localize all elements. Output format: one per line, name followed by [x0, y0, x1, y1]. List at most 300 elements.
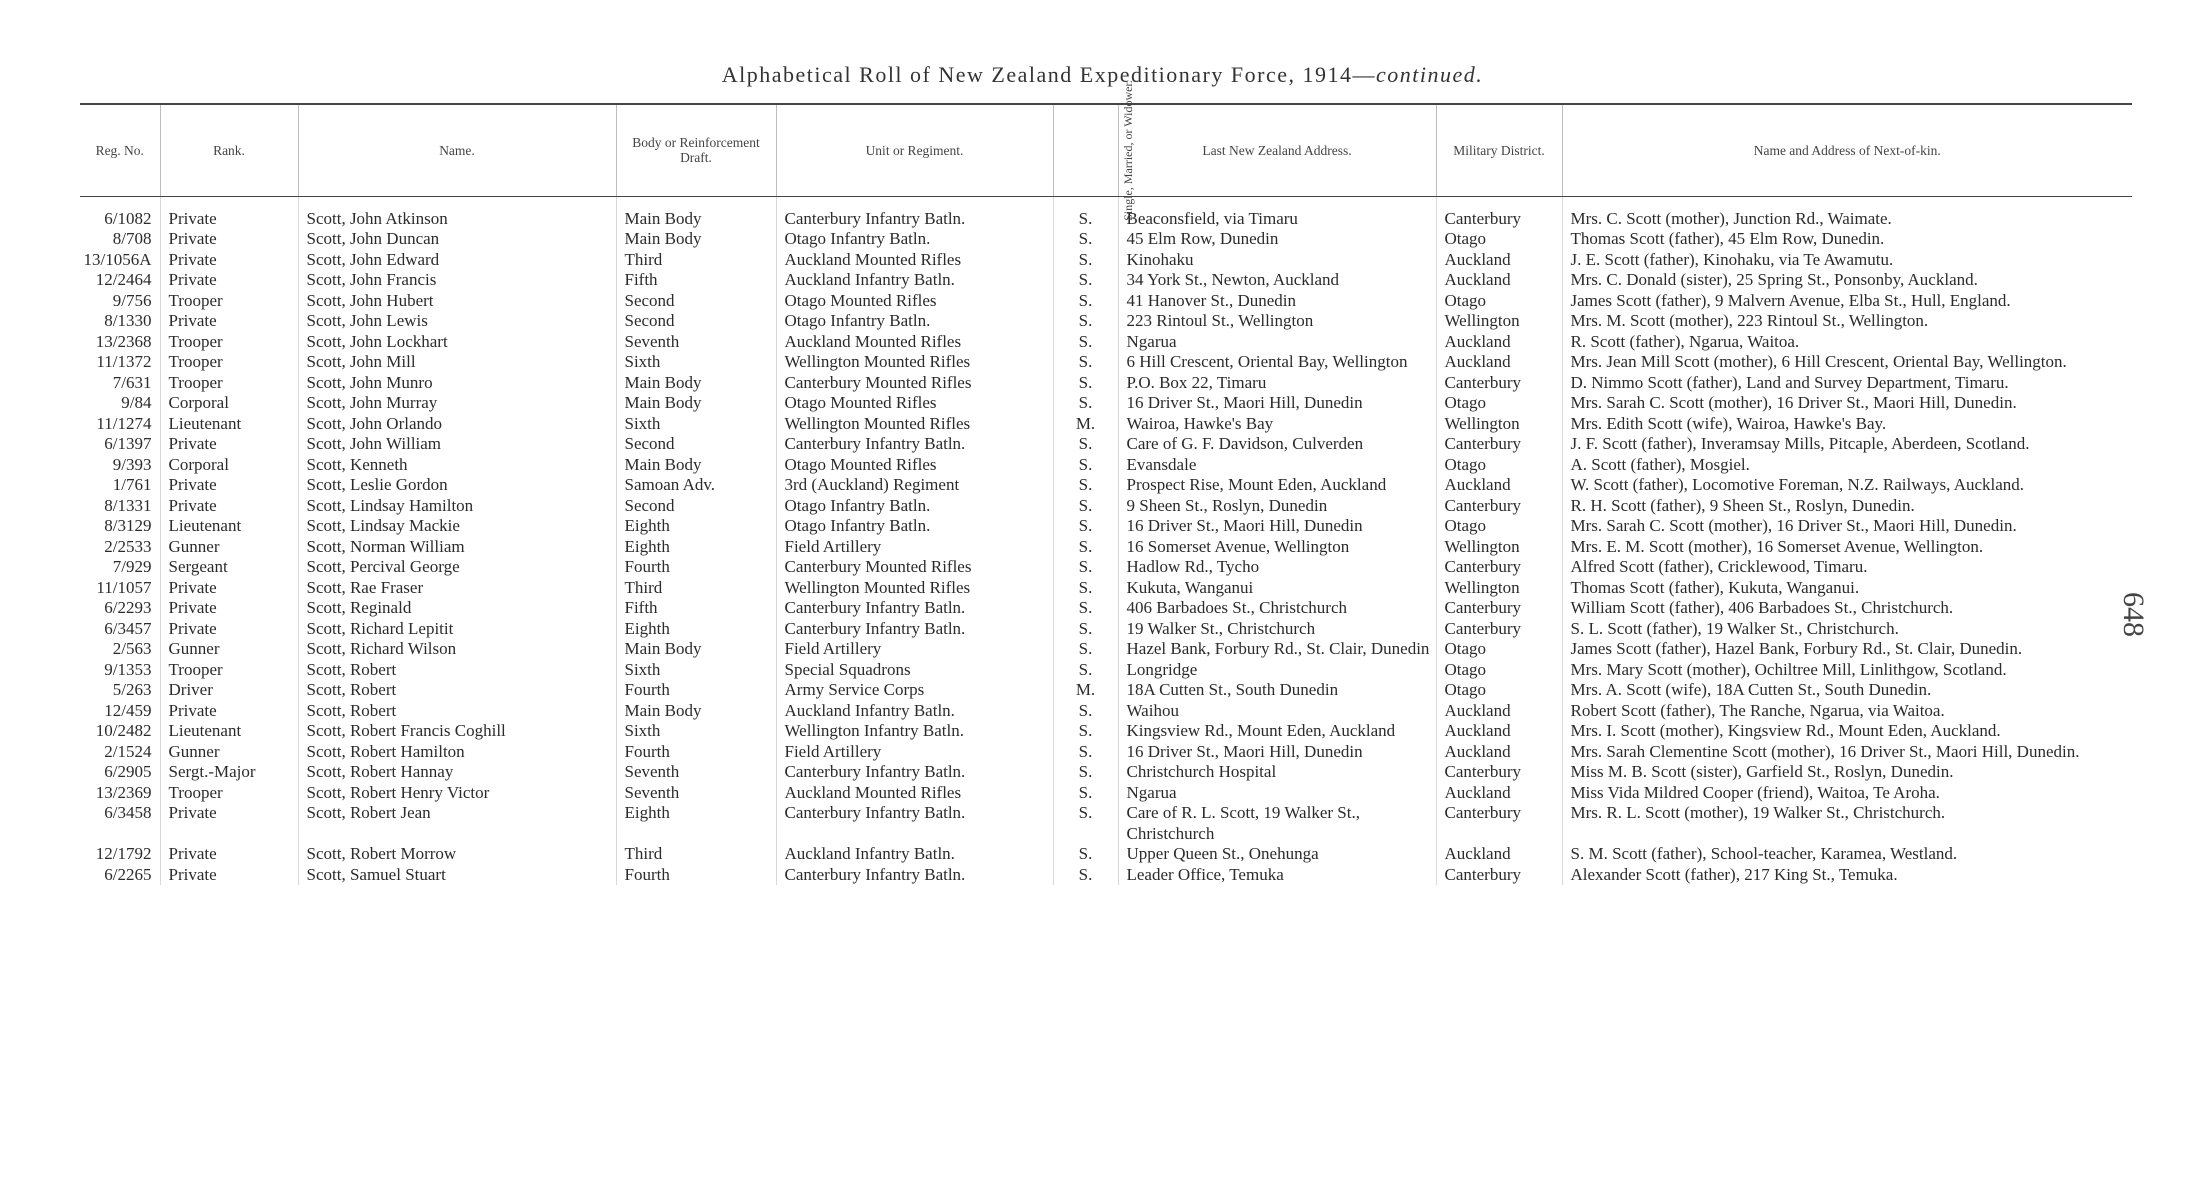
cell-reg-no: 6/2293: [80, 598, 160, 619]
header-unit: Unit or Regiment.: [776, 104, 1053, 196]
cell-address: 406 Barbadoes St., Christchurch: [1118, 598, 1436, 619]
cell-next-of-kin: James Scott (father), Hazel Bank, Forbury Rd., St. Clair, Dunedin.: [1570, 639, 2023, 658]
cell-name: Scott, John Orlando: [298, 414, 616, 435]
cell-reg-no: 5/263: [80, 680, 160, 701]
cell-name: Scott, John Munro: [298, 373, 616, 394]
table-row: [80, 783, 2132, 804]
cell-rank: Private: [160, 619, 298, 640]
cell-rank: Trooper: [160, 352, 298, 373]
table-row: [80, 742, 2132, 763]
cell-rank: Sergt.-Major: [160, 762, 298, 783]
cell-draft: Main Body: [616, 373, 776, 394]
cell-unit: Canterbury Infantry Batln.: [776, 803, 1053, 844]
cell-name: Scott, Rae Fraser: [298, 578, 616, 599]
header-kin: Name and Address of Next-of-kin.: [1562, 104, 2132, 196]
table-row: [80, 639, 2132, 660]
cell-district: Canterbury: [1436, 762, 1562, 783]
table-row: [80, 619, 2132, 640]
cell-district: Canterbury: [1436, 557, 1562, 578]
cell-status: S.: [1053, 844, 1118, 865]
cell-name: Scott, John Lewis: [298, 311, 616, 332]
cell-status: S.: [1053, 619, 1118, 640]
cell-unit: Wellington Mounted Rifles: [776, 414, 1053, 435]
cell-unit: Canterbury Infantry Batln.: [776, 196, 1053, 229]
cell-draft: Main Body: [616, 393, 776, 414]
cell-name: Scott, John Edward: [298, 250, 616, 271]
cell-district: Canterbury: [1436, 598, 1562, 619]
cell-status: S.: [1053, 250, 1118, 271]
cell-rank: Private: [160, 578, 298, 599]
cell-district: Auckland: [1436, 742, 1562, 763]
cell-rank: Private: [160, 844, 298, 865]
cell-name: Scott, Robert Hamilton: [298, 742, 616, 763]
cell-next-of-kin: Mrs. Mary Scott (mother), Ochiltree Mill, Linlithgow, Scotland.: [1570, 659, 2007, 679]
table-row: [80, 229, 2132, 250]
cell-district: Canterbury: [1436, 434, 1562, 455]
table-row: [80, 311, 2132, 332]
cell-unit: Otago Infantry Batln.: [776, 229, 1053, 250]
cell-next-of-kin: Mrs. M. Scott (mother), 223 Rintoul St., Wellington.: [1570, 311, 1929, 330]
cell-status: M.: [1053, 414, 1118, 435]
cell-district: Wellington: [1436, 578, 1562, 599]
cell-status: S.: [1053, 578, 1118, 599]
cell-district: Auckland: [1436, 250, 1562, 271]
cell-reg-no: 13/1056A: [80, 250, 160, 271]
cell-reg-no: 6/3457: [80, 619, 160, 640]
cell-name: Scott, Percival George: [298, 557, 616, 578]
cell-draft: Seventh: [616, 783, 776, 804]
cell-district: Otago: [1436, 660, 1562, 681]
cell-address: Leader Office, Temuka: [1118, 865, 1436, 886]
cell-next-of-kin: J. F. Scott (father), Inveramsay Mills, Pitcaple, Aberdeen, Scotland.: [1570, 434, 2030, 453]
cell-unit: Wellington Mounted Rifles: [776, 352, 1053, 373]
cell-district: Otago: [1436, 680, 1562, 701]
table-row: [80, 393, 2132, 414]
cell-district: Wellington: [1436, 311, 1562, 332]
table-body: [80, 196, 2132, 885]
cell-unit: Auckland Mounted Rifles: [776, 783, 1053, 804]
cell-reg-no: 8/1330: [80, 311, 160, 332]
cell-status: S.: [1053, 196, 1118, 229]
cell-address: 34 York St., Newton, Auckland: [1118, 270, 1436, 291]
cell-reg-no: 12/1792: [80, 844, 160, 865]
cell-unit: Otago Infantry Batln.: [776, 516, 1053, 537]
cell-unit: Otago Infantry Batln.: [776, 311, 1053, 332]
table-row: [80, 414, 2132, 435]
cell-unit: Canterbury Infantry Batln.: [776, 598, 1053, 619]
cell-rank: Private: [160, 803, 298, 844]
cell-reg-no: 13/2368: [80, 332, 160, 353]
cell-next-of-kin: R. H. Scott (father), 9 Sheen St., Roslyn, Dunedin.: [1570, 495, 1915, 515]
cell-unit: Field Artillery: [776, 742, 1053, 763]
cell-name: Scott, John Mill: [298, 352, 616, 373]
cell-name: Scott, John Atkinson: [298, 196, 616, 229]
cell-unit: 3rd (Auckland) Regiment: [776, 475, 1053, 496]
table-row: [80, 701, 2132, 722]
cell-name: Scott, Richard Lepitit: [298, 619, 616, 640]
cell-unit: Canterbury Mounted Rifles: [776, 557, 1053, 578]
cell-district: Wellington: [1436, 537, 1562, 558]
cell-unit: Wellington Mounted Rifles: [776, 578, 1053, 599]
cell-unit: Wellington Infantry Batln.: [776, 721, 1053, 742]
cell-unit: Special Squadrons: [776, 660, 1053, 681]
cell-district: Otago: [1436, 455, 1562, 476]
cell-district: Auckland: [1436, 352, 1562, 373]
cell-address: Evansdale: [1118, 455, 1436, 476]
cell-rank: Private: [160, 865, 298, 886]
header-status-label: Single, Married, or Widower.: [1120, 80, 1135, 222]
page-title: [0, 62, 2205, 88]
cell-next-of-kin: Alfred Scott (father), Cricklewood, Timaru.: [1570, 557, 1868, 576]
cell-address: 9 Sheen St., Roslyn, Dunedin: [1118, 496, 1436, 517]
cell-reg-no: 9/756: [80, 291, 160, 312]
cell-draft: Sixth: [616, 414, 776, 435]
cell-status: S.: [1053, 311, 1118, 332]
cell-address: Kukuta, Wanganui: [1118, 578, 1436, 599]
cell-draft: Main Body: [616, 701, 776, 722]
cell-next-of-kin: Mrs. Edith Scott (wife), Wairoa, Hawke's Bay.: [1570, 413, 1887, 433]
cell-rank: Trooper: [160, 373, 298, 394]
cell-reg-no: 2/1524: [80, 742, 160, 763]
table-row: [80, 352, 2132, 373]
cell-status: S.: [1053, 865, 1118, 886]
cell-address: 16 Driver St., Maori Hill, Dunedin: [1118, 742, 1436, 763]
cell-status: S.: [1053, 455, 1118, 476]
cell-status: M.: [1053, 680, 1118, 701]
cell-unit: Otago Infantry Batln.: [776, 496, 1053, 517]
cell-district: Canterbury: [1436, 496, 1562, 517]
cell-rank: Private: [160, 196, 298, 229]
cell-name: Scott, John Hubert: [298, 291, 616, 312]
cell-address: Longridge: [1118, 660, 1436, 681]
cell-address: 18A Cutten St., South Dunedin: [1118, 680, 1436, 701]
cell-draft: Fourth: [616, 680, 776, 701]
cell-rank: Driver: [160, 680, 298, 701]
cell-draft: Third: [616, 844, 776, 865]
table-row: [80, 496, 2132, 517]
cell-draft: Fourth: [616, 742, 776, 763]
cell-draft: Second: [616, 311, 776, 332]
cell-address: Upper Queen St., Onehunga: [1118, 844, 1436, 865]
cell-reg-no: 11/1372: [80, 352, 160, 373]
header-name: Name.: [298, 104, 616, 196]
cell-district: Canterbury: [1436, 196, 1562, 229]
cell-rank: Trooper: [160, 332, 298, 353]
cell-status: S.: [1053, 496, 1118, 517]
cell-district: Wellington: [1436, 414, 1562, 435]
header-reg-no: Reg. No.: [80, 104, 160, 196]
cell-address: Hazel Bank, Forbury Rd., St. Clair, Dunedin: [1118, 639, 1436, 660]
table-row: [80, 196, 2132, 229]
cell-name: Scott, John Murray: [298, 393, 616, 414]
cell-rank: Private: [160, 496, 298, 517]
cell-reg-no: 6/2265: [80, 865, 160, 886]
cell-next-of-kin: Mrs. R. L. Scott (mother), 19 Walker St., Christchurch.: [1570, 803, 1946, 822]
cell-address: Prospect Rise, Mount Eden, Auckland: [1118, 475, 1436, 496]
cell-address: 19 Walker St., Christchurch: [1118, 619, 1436, 640]
cell-district: Auckland: [1436, 721, 1562, 742]
cell-name: Scott, Norman William: [298, 537, 616, 558]
cell-unit: Canterbury Infantry Batln.: [776, 865, 1053, 886]
cell-draft: Main Body: [616, 639, 776, 660]
cell-rank: Trooper: [160, 291, 298, 312]
cell-reg-no: 6/1082: [80, 196, 160, 229]
table-row: [80, 557, 2132, 578]
cell-rank: Sergeant: [160, 557, 298, 578]
cell-reg-no: 9/1353: [80, 660, 160, 681]
cell-status: S.: [1053, 742, 1118, 763]
cell-draft: Second: [616, 496, 776, 517]
cell-status: S.: [1053, 393, 1118, 414]
cell-status: S.: [1053, 291, 1118, 312]
cell-name: Scott, Robert Jean: [298, 803, 616, 844]
cell-name: Scott, Lindsay Mackie: [298, 516, 616, 537]
table-row: [80, 803, 2132, 844]
cell-address: 6 Hill Crescent, Oriental Bay, Wellington: [1118, 352, 1436, 373]
cell-draft: Sixth: [616, 660, 776, 681]
cell-next-of-kin: Mrs. C. Donald (sister), 25 Spring St., Ponsonby, Auckland.: [1570, 270, 1978, 289]
cell-unit: Auckland Infantry Batln.: [776, 701, 1053, 722]
cell-rank: Private: [160, 434, 298, 455]
header-row: [80, 104, 2132, 196]
cell-next-of-kin: Alexander Scott (father), 217 King St., Temuka.: [1570, 864, 1898, 884]
cell-draft: Main Body: [616, 229, 776, 250]
cell-draft: Samoan Adv.: [616, 475, 776, 496]
cell-reg-no: 7/631: [80, 373, 160, 394]
table-row: [80, 537, 2132, 558]
cell-next-of-kin: Miss Vida Mildred Cooper (friend), Waitoa, Te Aroha.: [1570, 782, 1940, 802]
cell-rank: Private: [160, 229, 298, 250]
cell-name: Scott, John Lockhart: [298, 332, 616, 353]
cell-status: S.: [1053, 516, 1118, 537]
cell-next-of-kin: Mrs. E. M. Scott (mother), 16 Somerset Avenue, Wellington.: [1570, 536, 1984, 556]
cell-status: S.: [1053, 598, 1118, 619]
table-row: [80, 660, 2132, 681]
table-row: [80, 721, 2132, 742]
cell-district: Canterbury: [1436, 619, 1562, 640]
cell-unit: Canterbury Infantry Batln.: [776, 619, 1053, 640]
cell-reg-no: 9/393: [80, 455, 160, 476]
cell-next-of-kin: S. M. Scott (father), School-teacher, Karamea, Westland.: [1570, 844, 1958, 863]
cell-next-of-kin: R. Scott (father), Ngarua, Waitoa.: [1570, 331, 1800, 351]
table-row: [80, 455, 2132, 476]
cell-rank: Private: [160, 475, 298, 496]
cell-reg-no: 1/761: [80, 475, 160, 496]
cell-draft: Main Body: [616, 196, 776, 229]
cell-unit: Field Artillery: [776, 537, 1053, 558]
cell-unit: Canterbury Infantry Batln.: [776, 762, 1053, 783]
cell-address: 16 Driver St., Maori Hill, Dunedin: [1118, 393, 1436, 414]
cell-address: Wairoa, Hawke's Bay: [1118, 414, 1436, 435]
cell-name: Scott, John Francis: [298, 270, 616, 291]
cell-draft: Eighth: [616, 537, 776, 558]
cell-address: Ngarua: [1118, 783, 1436, 804]
cell-name: Scott, Kenneth: [298, 455, 616, 476]
cell-next-of-kin: W. Scott (father), Locomotive Foreman, N.Z. Railways, Auckland.: [1570, 475, 2025, 494]
cell-next-of-kin: Robert Scott (father), The Ranche, Ngarua, via Waitoa.: [1570, 700, 1945, 720]
cell-next-of-kin: Miss M. B. Scott (sister), Garfield St., Roslyn, Dunedin.: [1570, 762, 1954, 781]
cell-rank: Lieutenant: [160, 414, 298, 435]
cell-next-of-kin: Mrs. Sarah C. Scott (mother), 16 Driver St., Maori Hill, Dunedin.: [1570, 516, 2017, 535]
cell-reg-no: 6/1397: [80, 434, 160, 455]
cell-unit: Otago Mounted Rifles: [776, 393, 1053, 414]
cell-status: S.: [1053, 701, 1118, 722]
cell-name: Scott, Robert: [298, 680, 616, 701]
cell-next-of-kin: J. E. Scott (father), Kinohaku, via Te Awamutu.: [1570, 249, 1894, 269]
cell-rank: Private: [160, 250, 298, 271]
cell-status: S.: [1053, 721, 1118, 742]
cell-draft: Sixth: [616, 352, 776, 373]
cell-next-of-kin: Mrs. Sarah Clementine Scott (mother), 16 Driver St., Maori Hill, Dunedin.: [1570, 741, 2080, 761]
cell-address: 45 Elm Row, Dunedin: [1118, 229, 1436, 250]
cell-draft: Seventh: [616, 332, 776, 353]
cell-status: S.: [1053, 762, 1118, 783]
cell-address: Care of G. F. Davidson, Culverden: [1118, 434, 1436, 455]
cell-rank: Gunner: [160, 742, 298, 763]
cell-reg-no: 11/1057: [80, 578, 160, 599]
cell-status: S.: [1053, 803, 1118, 844]
cell-status: S.: [1053, 639, 1118, 660]
cell-status: S.: [1053, 537, 1118, 558]
cell-draft: Third: [616, 250, 776, 271]
cell-next-of-kin: William Scott (father), 406 Barbadoes St., Christchurch.: [1570, 598, 1954, 617]
cell-district: Auckland: [1436, 701, 1562, 722]
cell-address: P.O. Box 22, Timaru: [1118, 373, 1436, 394]
header-district: Military District.: [1436, 104, 1562, 196]
cell-draft: Fourth: [616, 557, 776, 578]
cell-unit: Army Service Corps: [776, 680, 1053, 701]
cell-draft: Fourth: [616, 865, 776, 886]
roll-table: [80, 80, 2132, 885]
cell-rank: Corporal: [160, 393, 298, 414]
cell-address: Christchurch Hospital: [1118, 762, 1436, 783]
cell-reg-no: 2/2533: [80, 537, 160, 558]
table-row: [80, 680, 2132, 701]
cell-status: S.: [1053, 352, 1118, 373]
cell-unit: Canterbury Infantry Batln.: [776, 434, 1053, 455]
cell-rank: Lieutenant: [160, 721, 298, 742]
cell-name: Scott, Leslie Gordon: [298, 475, 616, 496]
cell-rank: Corporal: [160, 455, 298, 476]
cell-rank: Trooper: [160, 783, 298, 804]
cell-name: Scott, Robert Morrow: [298, 844, 616, 865]
page-title-main: Alphabetical Roll of New Zealand Expeditionary Force, 1914—: [721, 62, 1376, 87]
cell-reg-no: 8/708: [80, 229, 160, 250]
cell-rank: Gunner: [160, 537, 298, 558]
cell-status: S.: [1053, 332, 1118, 353]
table-row: [80, 475, 2132, 496]
header-status: [1053, 80, 1135, 222]
cell-unit: Otago Mounted Rifles: [776, 291, 1053, 312]
cell-rank: Private: [160, 598, 298, 619]
cell-draft: Second: [616, 291, 776, 312]
cell-status: S.: [1053, 475, 1118, 496]
cell-district: Auckland: [1436, 475, 1562, 496]
cell-draft: Main Body: [616, 455, 776, 476]
cell-reg-no: 6/3458: [80, 803, 160, 844]
cell-next-of-kin: S. L. Scott (father), 19 Walker St., Christchurch.: [1570, 618, 1899, 638]
cell-district: Otago: [1436, 393, 1562, 414]
table-row: [80, 250, 2132, 271]
cell-next-of-kin: A. Scott (father), Mosgiel.: [1570, 454, 1750, 474]
cell-district: Otago: [1436, 516, 1562, 537]
cell-address: Kingsview Rd., Mount Eden, Auckland: [1118, 721, 1436, 742]
cell-rank: Private: [160, 311, 298, 332]
cell-name: Scott, Lindsay Hamilton: [298, 496, 616, 517]
table-row: [80, 332, 2132, 353]
cell-next-of-kin: Mrs. Jean Mill Scott (mother), 6 Hill Crescent, Oriental Bay, Wellington.: [1570, 352, 2067, 371]
cell-status: S.: [1053, 434, 1118, 455]
cell-rank: Trooper: [160, 660, 298, 681]
cell-status: S.: [1053, 270, 1118, 291]
cell-unit: Auckland Mounted Rifles: [776, 332, 1053, 353]
cell-district: Canterbury: [1436, 865, 1562, 886]
cell-address: 41 Hanover St., Dunedin: [1118, 291, 1436, 312]
cell-district: Auckland: [1436, 270, 1562, 291]
cell-district: Otago: [1436, 229, 1562, 250]
header-draft: Body or Reinforcement Draft.: [616, 104, 776, 196]
cell-status: S.: [1053, 229, 1118, 250]
cell-unit: Auckland Infantry Batln.: [776, 270, 1053, 291]
cell-reg-no: 7/929: [80, 557, 160, 578]
cell-draft: Eighth: [616, 619, 776, 640]
cell-name: Scott, Reginald: [298, 598, 616, 619]
cell-district: Canterbury: [1436, 803, 1562, 844]
table-row: [80, 762, 2132, 783]
cell-draft: Second: [616, 434, 776, 455]
cell-name: Scott, John William: [298, 434, 616, 455]
cell-reg-no: 8/1331: [80, 496, 160, 517]
cell-next-of-kin: Thomas Scott (father), Kukuta, Wanganui.: [1570, 577, 1860, 597]
cell-address: Kinohaku: [1118, 250, 1436, 271]
cell-address: Care of R. L. Scott, 19 Walker St., Christchurch: [1118, 803, 1436, 844]
cell-address: 223 Rintoul St., Wellington: [1118, 311, 1436, 332]
cell-status: S.: [1053, 660, 1118, 681]
cell-reg-no: 11/1274: [80, 414, 160, 435]
cell-draft: Fifth: [616, 598, 776, 619]
table-row: [80, 598, 2132, 619]
cell-next-of-kin: Mrs. C. Scott (mother), Junction Rd., Waimate.: [1570, 208, 1892, 228]
cell-next-of-kin: D. Nimmo Scott (father), Land and Survey Department, Timaru.: [1570, 372, 2009, 392]
roll-table-container: [80, 80, 2132, 885]
cell-unit: Field Artillery: [776, 639, 1053, 660]
cell-district: Auckland: [1436, 783, 1562, 804]
header-rank: Rank.: [160, 104, 298, 196]
cell-name: Scott, Robert Hannay: [298, 762, 616, 783]
table-row: [80, 291, 2132, 312]
cell-reg-no: 9/84: [80, 393, 160, 414]
cell-unit: Auckland Mounted Rifles: [776, 250, 1053, 271]
table-row: [80, 578, 2132, 599]
cell-unit: Canterbury Mounted Rifles: [776, 373, 1053, 394]
cell-unit: Otago Mounted Rifles: [776, 455, 1053, 476]
cell-district: Canterbury: [1436, 373, 1562, 394]
cell-name: Scott, Robert: [298, 660, 616, 681]
cell-reg-no: 12/2464: [80, 270, 160, 291]
cell-name: Scott, Richard Wilson: [298, 639, 616, 660]
cell-rank: Gunner: [160, 639, 298, 660]
cell-draft: Eighth: [616, 516, 776, 537]
page-title-suffix: continued.: [1375, 62, 1484, 87]
cell-status: S.: [1053, 373, 1118, 394]
page-number: 648: [2117, 592, 2150, 637]
cell-reg-no: 2/563: [80, 639, 160, 660]
cell-district: Otago: [1436, 291, 1562, 312]
cell-status: S.: [1053, 557, 1118, 578]
cell-draft: Seventh: [616, 762, 776, 783]
header-address: Last New Zealand Address.: [1118, 104, 1436, 196]
cell-address: Beaconsfield, via Timaru: [1118, 196, 1436, 229]
